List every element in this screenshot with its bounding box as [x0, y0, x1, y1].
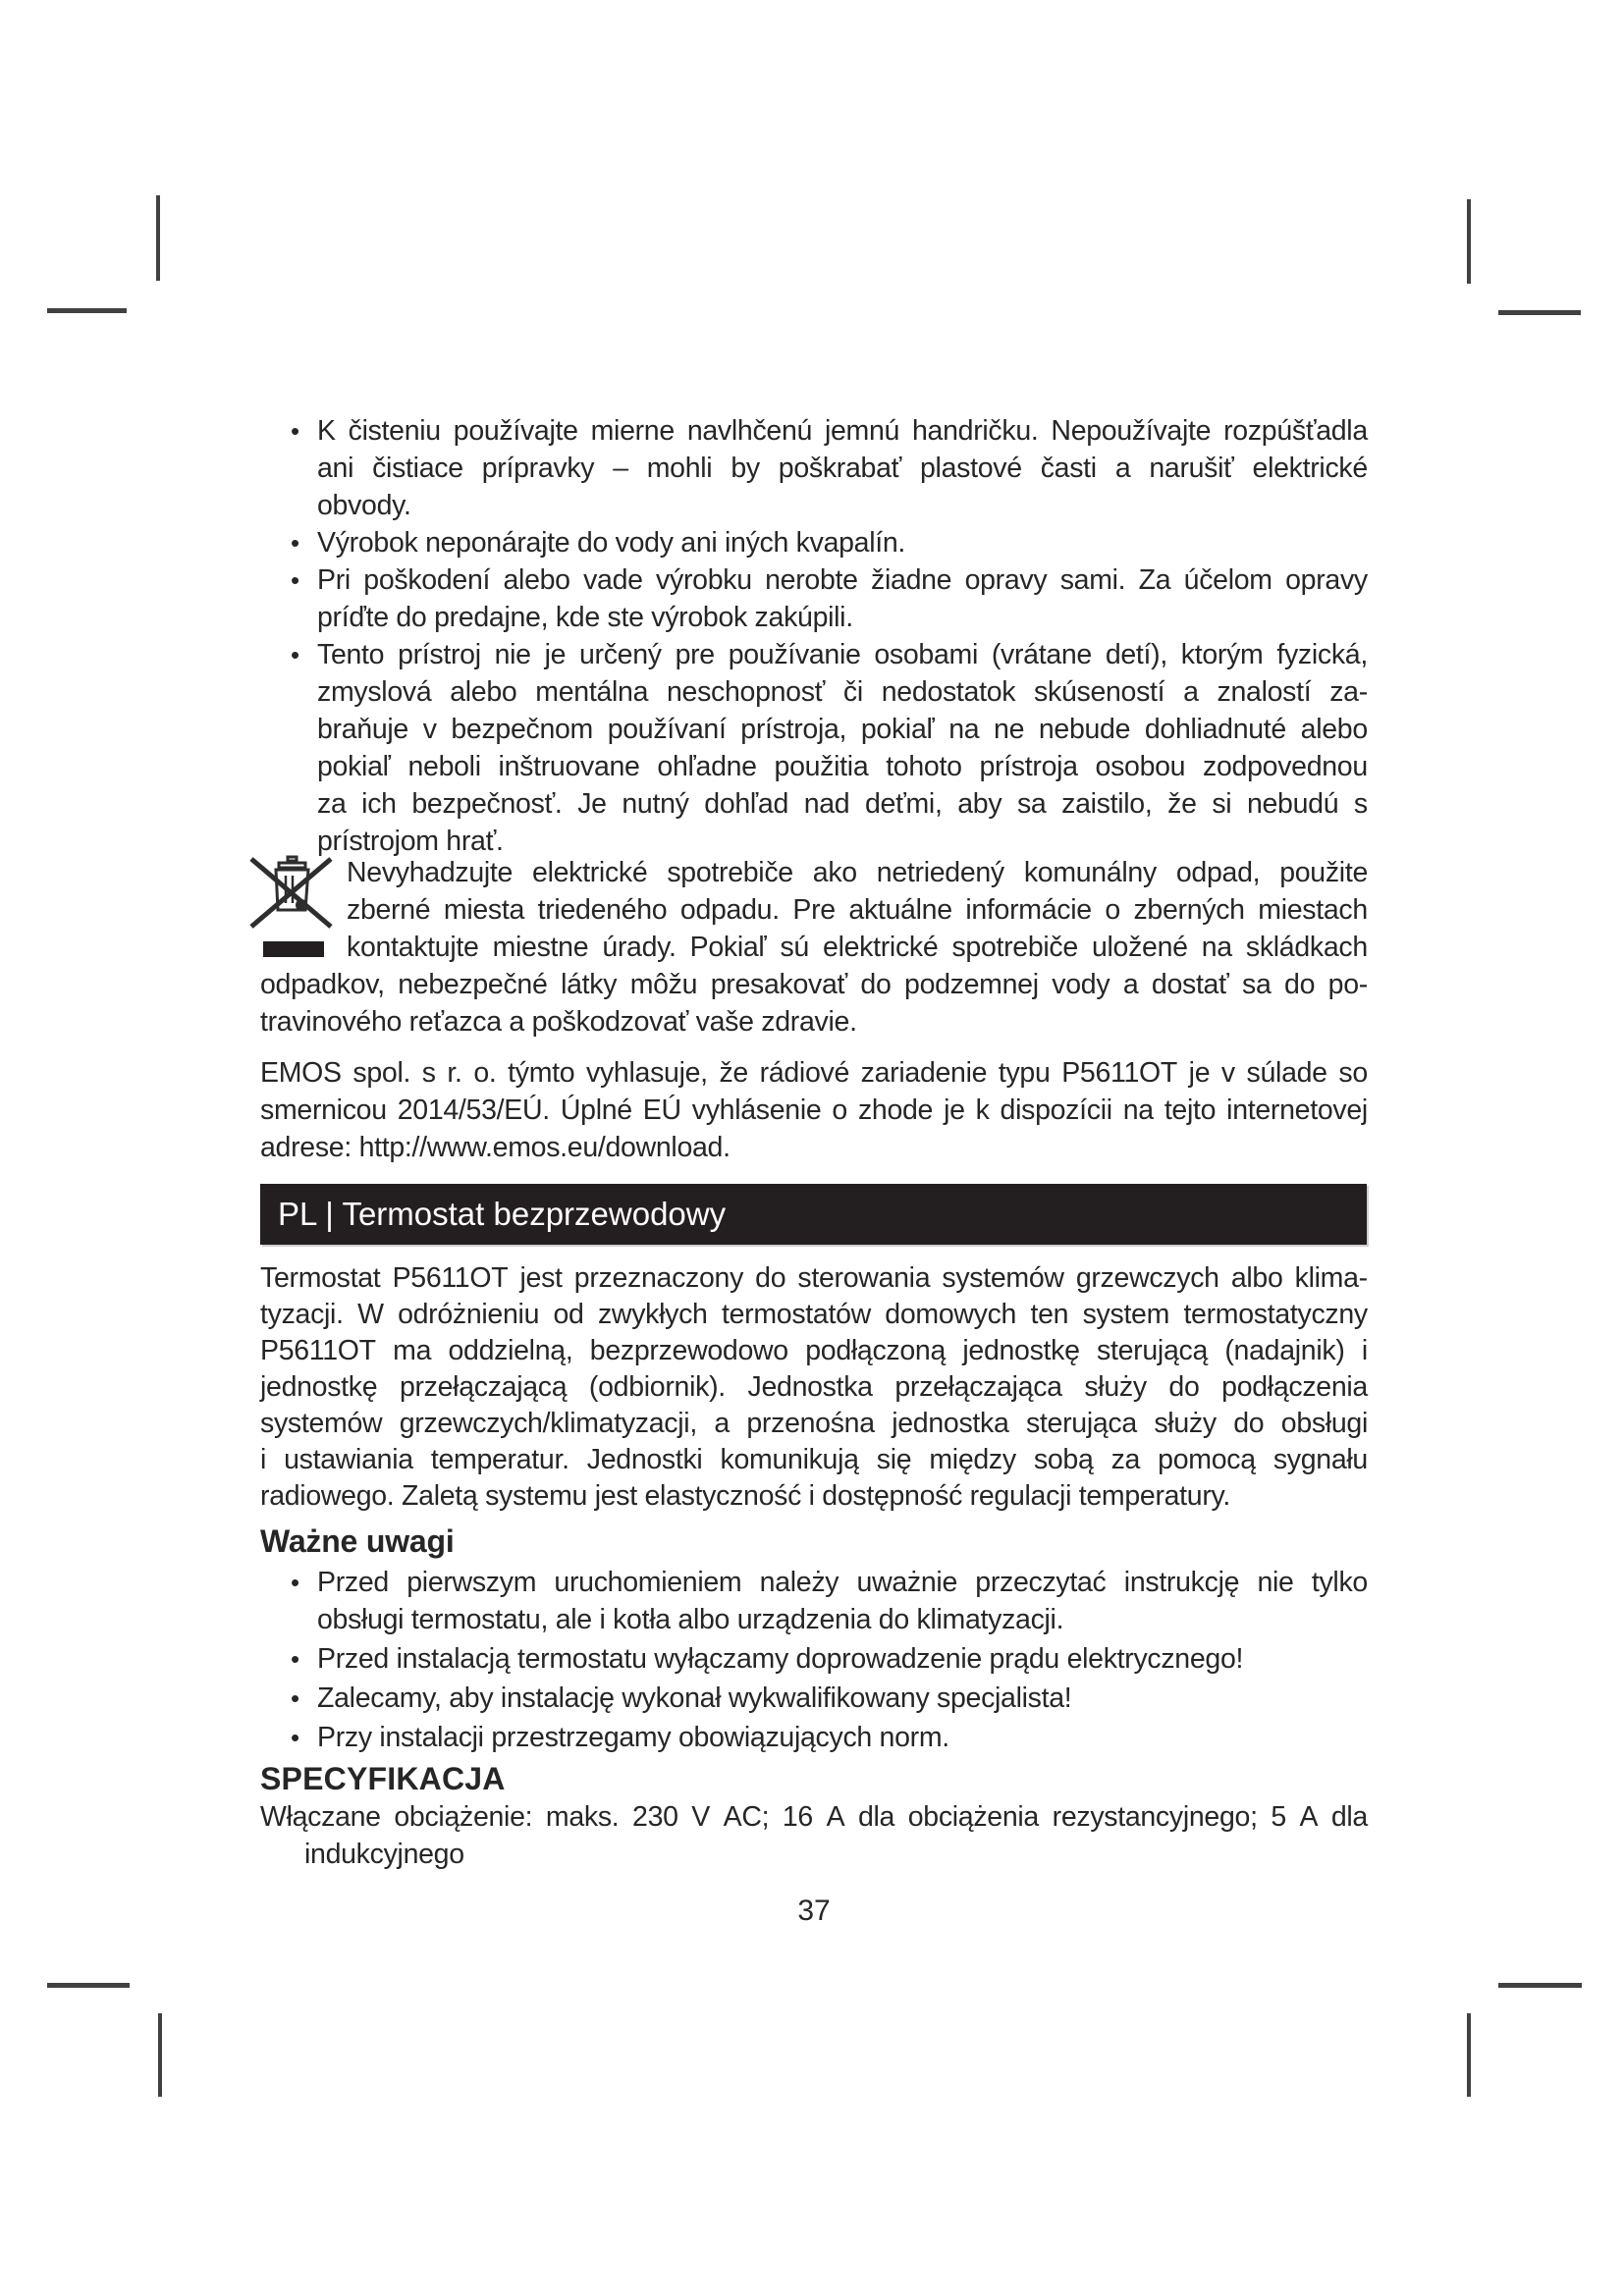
section-header-bar [260, 1184, 1367, 1245]
text-line: odpadkov, nebezpečné látky môžu presakovať do podzemnej vody a dostať sa do po- [260, 969, 1368, 1000]
list-item-text [317, 1564, 1368, 1638]
text-line: príďte do predajne, kde ste výrobok zakúpili. [317, 602, 853, 633]
text-line: EMOS spol. s r. o. týmto vyhlasuje, že rádiové zariadenie typu P5611OT je v súlade so [260, 1057, 1368, 1089]
text-line: systemów grzewczych/klimatyzacji, a przenośna jednostka sterująca służy do obsługi [260, 1408, 1368, 1439]
weee-paragraph-indented [347, 854, 1368, 966]
list-item [260, 561, 1368, 636]
text-line: obsługi termostatu, ale i kotła albo urządzenia do klimatyzacji. [317, 1604, 1064, 1635]
crop-mark [156, 195, 160, 281]
bullet-icon: • [291, 1683, 299, 1713]
crop-mark [1498, 310, 1581, 315]
text-line: Zalecamy, aby instalację wykonał wykwalifikowany specjalista! [317, 1682, 1072, 1714]
text-line: P5611OT ma oddzielną, bezprzewodowo podłączoną jednostkę sterującą (nadajnik) i [260, 1335, 1368, 1366]
list-item-text [317, 636, 1368, 860]
text-line: Nevyhadzujte elektrické spotrebiče ako netriedený komunálny odpad, použite [347, 857, 1368, 888]
text-line: zmyslová alebo mentálna neschopnosť či nedostatok skúseností a znalostí za- [317, 676, 1368, 708]
crop-mark [47, 308, 127, 313]
text-line: radiowego. Zaletą systemu jest elastyczność i dostępność regulacji temperatury. [260, 1480, 1230, 1512]
list-item [260, 636, 1368, 860]
list-item [260, 1640, 1368, 1678]
list-item [260, 412, 1368, 524]
intro-paragraph [260, 1260, 1368, 1515]
declaration-paragraph [260, 1054, 1368, 1166]
text-line: Výrobok neponárajte do vody ani iných kvapalín. [317, 527, 906, 559]
safety-bullet-list [260, 412, 1368, 860]
weee-section [260, 854, 1368, 1041]
text-line: pokiaľ neboli inštruovane ohľadne použitia tohoto prístroja osobou zodpovednou [317, 751, 1368, 782]
text-line: adrese: http://www.emos.eu/download. [260, 1132, 731, 1163]
bullet-icon: • [291, 416, 299, 446]
crop-mark [1498, 1983, 1582, 1988]
text-line: ani čistiace prípravky – mohli by poškrabať plastové časti a narušiť elektrické [317, 453, 1368, 484]
text-line: smernicou 2014/53/EÚ. Úplné EÚ vyhlásenie o zhode je k dispozícii na tejto internetovej [260, 1095, 1368, 1126]
crop-mark [1467, 199, 1471, 284]
text-line: Przed instalacją termostatu wyłączamy doprowadzenie prądu elektrycznego! [317, 1643, 1244, 1675]
bullet-icon: • [291, 1644, 299, 1674]
text-line: Włączane obciążenie: maks. 230 V AC; 16 A dla obciążenia rezystancyjnego; 5 A dla [260, 1801, 1368, 1833]
spec-heading: SPECYFIKACJA [260, 1761, 506, 1796]
crop-mark [158, 2013, 162, 2097]
list-item-text [317, 1680, 1368, 1717]
bullet-icon: • [291, 640, 299, 669]
weee-paragraph-full [260, 966, 1368, 1041]
list-item [260, 524, 1368, 561]
bullet-icon: • [291, 528, 299, 558]
text-line: obvody. [317, 490, 411, 521]
text-line: Przed pierwszym uruchomieniem należy uważnie przeczytać instrukcję nie tylko [317, 1567, 1368, 1598]
text-line: Termostat P5611OT jest przeznaczony do sterowania systemów grzewczych albo klima- [260, 1262, 1368, 1294]
spec-paragraph [260, 1798, 1368, 1873]
text-line: Tento prístroj nie je určený pre používanie osobami (vrátane detí), ktorým fyzická, [317, 639, 1368, 670]
notes-bullet-list [260, 1564, 1368, 1758]
text-line: tyzacji. W odróżnieniu od zwykłych termostatów domowych ten system termostatyczny [260, 1299, 1368, 1330]
list-item-text [317, 561, 1368, 636]
list-item-text [317, 1719, 1368, 1756]
notes-heading: Ważne uwagi [260, 1523, 455, 1559]
text-line: braňuje v bezpečnom používaní prístroja, pokiaľ na ne nebude dohliadnuté alebo [317, 714, 1368, 745]
list-item [260, 1680, 1368, 1717]
text-line: K čisteniu používajte mierne navlhčenú jemnú handričku. Nepoužívajte rozpúšťadla [317, 415, 1368, 447]
text-line: Pri poškodení alebo vade výrobku nerobte žiadne opravy sami. Za účelom opravy [317, 564, 1368, 596]
text-line: za ich bezpečnosť. Je nutný dohľad nad deťmi, aby sa zaistilo, že si nebudú s [317, 788, 1368, 820]
crop-mark [47, 1983, 130, 1988]
list-item [260, 1719, 1368, 1756]
list-item [260, 1564, 1368, 1638]
text-line: jednostkę przełączającą (odbiornik). Jednostka przełączająca służy do podłączenia [260, 1371, 1368, 1403]
section-header-title: PL | Termostat bezprzewodowy [278, 1196, 727, 1232]
text-line: zberné miesta triedeného odpadu. Pre aktuálne informácie o zberných miestach [347, 894, 1368, 926]
weee-crossed-bin-icon [248, 854, 335, 933]
text-line: indukcyjnego [304, 1839, 464, 1870]
list-item-text [317, 1640, 1368, 1678]
text-line: prístrojom hrať. [317, 826, 504, 857]
text-line: i ustawiania temperatur. Jednostki komunikują się między sobą za pomocą sygnału [260, 1444, 1368, 1475]
page-number: 37 [797, 1895, 831, 1927]
text-line: kontaktujte miestne úrady. Pokiaľ sú elektrické spotrebiče uložené na skládkach [347, 932, 1368, 963]
bullet-icon: • [291, 565, 299, 595]
crop-mark [1467, 2013, 1471, 2097]
text-line: Przy instalacji przestrzegamy obowiązujących norm. [317, 1722, 949, 1753]
list-item-text [317, 524, 1368, 561]
text-line: travinového reťazca a poškodzovať vaše zdravie. [260, 1006, 857, 1038]
bullet-icon: • [291, 1568, 299, 1597]
bullet-icon: • [291, 1723, 299, 1752]
weee-black-bar-icon [263, 941, 324, 957]
list-item-text [317, 412, 1368, 524]
